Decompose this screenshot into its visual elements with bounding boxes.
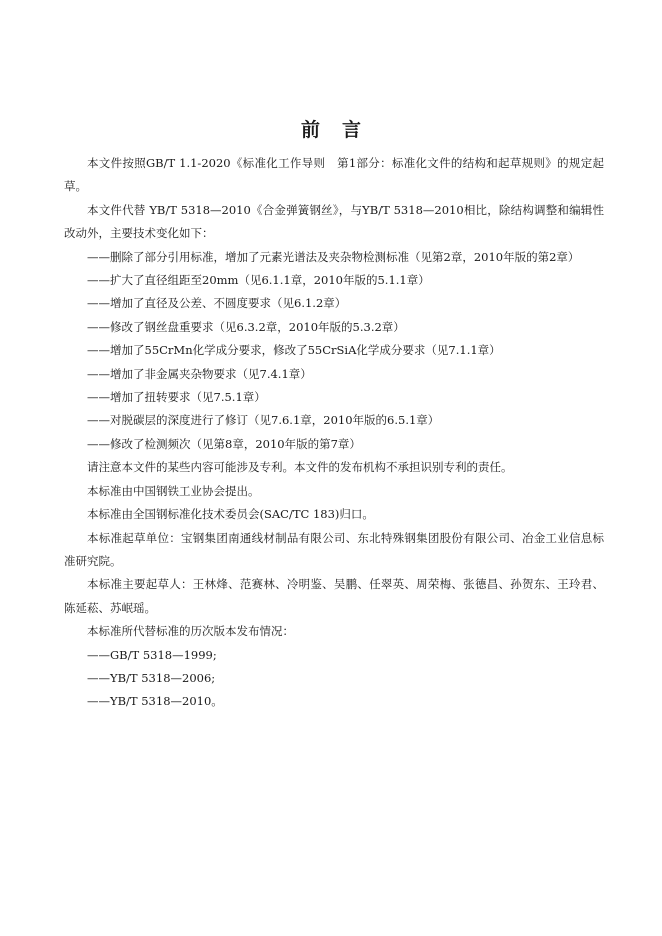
change-item: ——扩大了直径组距至20mm（见6.1.1章，2010年版的5.1.1章） bbox=[87, 273, 430, 288]
change-item: ——删除了部分引用标准，增加了元素光谱法及夹杂物检测标准（见第2章，2010年版的第2章） bbox=[87, 249, 580, 264]
paragraph-drafting-units: 本标准起草单位：宝钢集团南通线材制品有限公司、东北特殊钢集团股份有限公司、冶金工业信息标准研究院。 bbox=[64, 530, 604, 568]
paragraph-proposer: 本标准由中国钢铁工业协会提出。 bbox=[87, 483, 260, 498]
history-item: ——YB/T 5318—2010。 bbox=[87, 694, 223, 709]
paragraph-drafting-basis: 本文件按照GB/T 1.1-2020《标准化工作导则 第1部分：标准化文件的结构和起草规则》的规定起草。 bbox=[64, 156, 604, 194]
history-item: ——YB/T 5318—2006; bbox=[87, 670, 216, 685]
page-title: 前言 bbox=[300, 119, 383, 141]
paragraph-drafters: 本标准主要起草人：王林烽、范赛林、冷明鉴、吴鹏、任翠英、周荣梅、张德昌、孙贺东、王玲君、陈延菘、苏岷瑶。 bbox=[64, 577, 604, 615]
change-item: ——对脱碳层的深度进行了修订（见7.6.1章，2010年版的6.5.1章） bbox=[87, 413, 440, 428]
document-body bbox=[64, 152, 604, 714]
paragraph-history-intro: 本标准所代替标准的历次版本发布情况： bbox=[87, 624, 294, 639]
paragraph-replacement-note: 本文件代替 YB/T 5318—2010《合金弹簧钢丝》，与YB/T 5318—2010相比，除结构调整和编辑性改动外，主要技术变化如下： bbox=[64, 202, 604, 241]
paragraph-committee: 本标准由全国钢标准化技术委员会(SAC/TC 183)归口。 bbox=[87, 507, 374, 522]
change-item: ——修改了钢丝盘重要求（见6.3.2章，2010年版的5.3.2章） bbox=[87, 319, 405, 334]
change-item: ——增加了非金属夹杂物要求（见7.4.1章） bbox=[87, 366, 312, 381]
change-item: ——增加了扭转要求（见7.5.1章） bbox=[87, 390, 266, 405]
history-item: ——GB/T 5318—1999; bbox=[87, 647, 217, 662]
paragraph-patent-notice: 请注意本文件的某些内容可能涉及专利。本文件的发布机构不承担识别专利的责任。 bbox=[87, 460, 513, 475]
change-item: ——修改了检测频次（见第8章，2010年版的第7章） bbox=[87, 436, 361, 451]
change-item: ——增加了55CrMn化学成分要求，修改了55CrSiA化学成分要求（见7.1.1章） bbox=[87, 343, 501, 358]
change-item: ——增加了直径及公差、不圆度要求（见6.1.2章） bbox=[87, 296, 347, 311]
